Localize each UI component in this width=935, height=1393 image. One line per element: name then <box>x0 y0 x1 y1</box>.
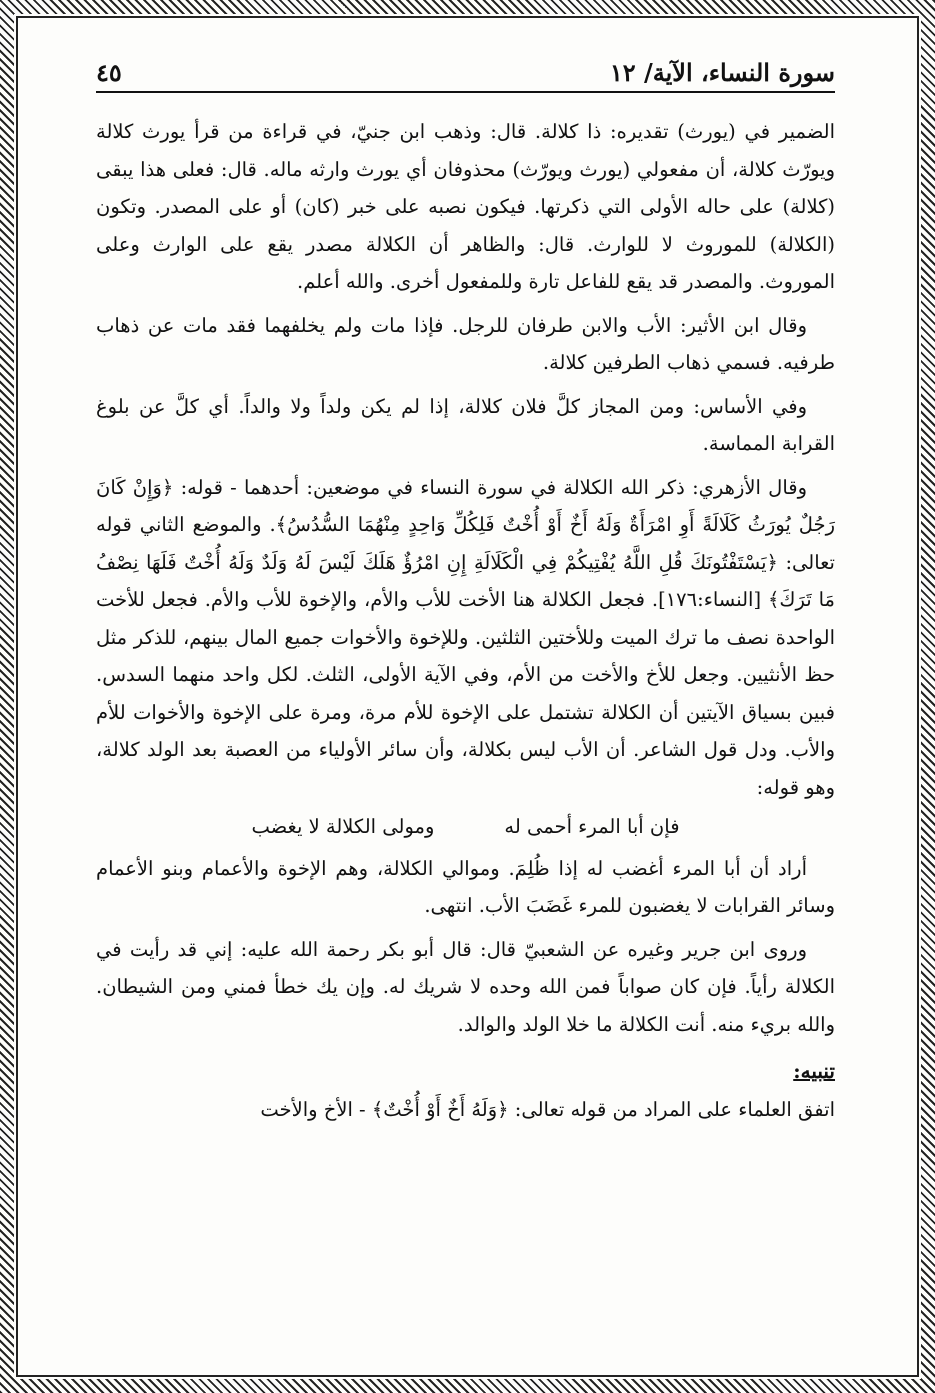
page-number: ٤٥ <box>96 58 122 87</box>
verse-first-half: فإن أبا المرء أحمى له <box>504 815 680 838</box>
paragraph-4: وقال الأزهري: ذكر الله الكلالة في سورة النساء في موضعين: أحدهما - قوله: ﴿وَإِنْ كَانَ رَجُلٌ يُورَثُ كَلَالَةً أَوِ امْرَأَةٌ وَلَهُ أَخٌ أَوْ أُخْتٌ فَلِكُلِّ وَاحِدٍ مِنْهُمَا السُّدُسُ﴾. والموضع الثاني قوله تعالى: ﴿يَسْتَفْتُونَكَ قُلِ اللَّهُ يُفْتِيكُمْ فِي الْكَلَالَةِ إِنِ امْرُؤٌ هَلَكَ لَيْسَ لَهُ وَلَدٌ وَلَهُ أُخْتٌ فَلَهَا نِصْفُ مَا تَرَكَ﴾ [النساء:١٧٦]. فجعل الكلالة هنا الأخت للأب والأم، والإخوة للأب والأم. فجعل للأخت الواحدة نصف ما ترك الميت وللأختين الثلثين. وللإخوة والأخوات جميع المال بينهم، للذكر مثل حظ الأنثيين. وجعل للأخ والأخت من الأم، وفي الآية الأولى، الثلث. لكل واحد منهما السدس. فبين بسياق الآيتين أن الكلالة تشتمل على الإخوة للأم مرة، ومرة على الإخوة والأخوات للأم والأب. ودل قول الشاعر. أن الأب ليس بكلالة، وأن سائر الأولياء من العصبة بعد الولد كلالة، وهو قوله: <box>96 475 835 799</box>
paragraph-2: وقال ابن الأثير: الأب والابن طرفان للرجل. فإذا مات ولم يخلفهما فقد مات عن ذهاب طرفيه. فسمي ذهاب الطرفين كلالة. <box>96 313 835 374</box>
poetry-verse <box>96 808 835 846</box>
paragraph-3: وفي الأساس: ومن المجاز كلَّ فلان كلالة، إذا لم يكن ولداً ولا والداً. أي كلَّ عن بلوغ القرابة المماسة. <box>96 394 835 455</box>
verse-second-half: ومولى الكلالة لا يغضب <box>251 815 435 838</box>
note-heading: تنبيه: <box>793 1059 835 1083</box>
paragraph-shabi: وروى ابن جرير وغيره عن الشعبيّ قال: قال أبو بكر رحمة الله عليه: إني قد رأيت في الكلالة رأياً. فإن كان صواباً فمن الله وحده لا شريك له. وإن يك خطأ فمني ومن الشيطان. والله بريء منه. أنت الكلالة ما خلا الولد والوالد. <box>96 937 835 1036</box>
paragraph-1: الضمير في (يورث) تقديره: ذا كلالة. قال: وذهب ابن جنيّ، في قراءة من قرأ يورث كلالة ويورّث كلالة، أن مفعولي (يورث ويورّث) محذوفان أي يورث وارثه ماله. قال: فعلى هذا يبقى (كلالة) على حاله الأولى التي ذكرتها. فيكون نصبه على خبر (كان) أو على المصدر. وتكون (الكلالة) للموروث لا للوارث. قال: والظاهر أن الكلالة مصدر يقع على الوارث وعلى الموروث. والمصدر قد يقع للفاعل تارة وللمفعول أخرى. والله أعلم. <box>96 120 835 293</box>
running-header <box>96 58 835 93</box>
paragraph-after-verse: أراد أن أبا المرء أغضب له إذا ظُلِمَ. وموالي الكلالة، وهم الإخوة والأعمام وبنو الأعمام وسائر القرابات لا يغضبون للمرء غَضَبَ الأب. انتهى. <box>96 856 835 917</box>
note-text: اتفق العلماء على المراد من قوله تعالى: ﴿وَلَهُ أَخٌ أَوْ أُخْتٌ﴾ - الأخ والأخت <box>260 1098 835 1121</box>
header-title: سورة النساء، الآية/ ١٢ <box>609 58 835 87</box>
page-content <box>96 58 835 1313</box>
